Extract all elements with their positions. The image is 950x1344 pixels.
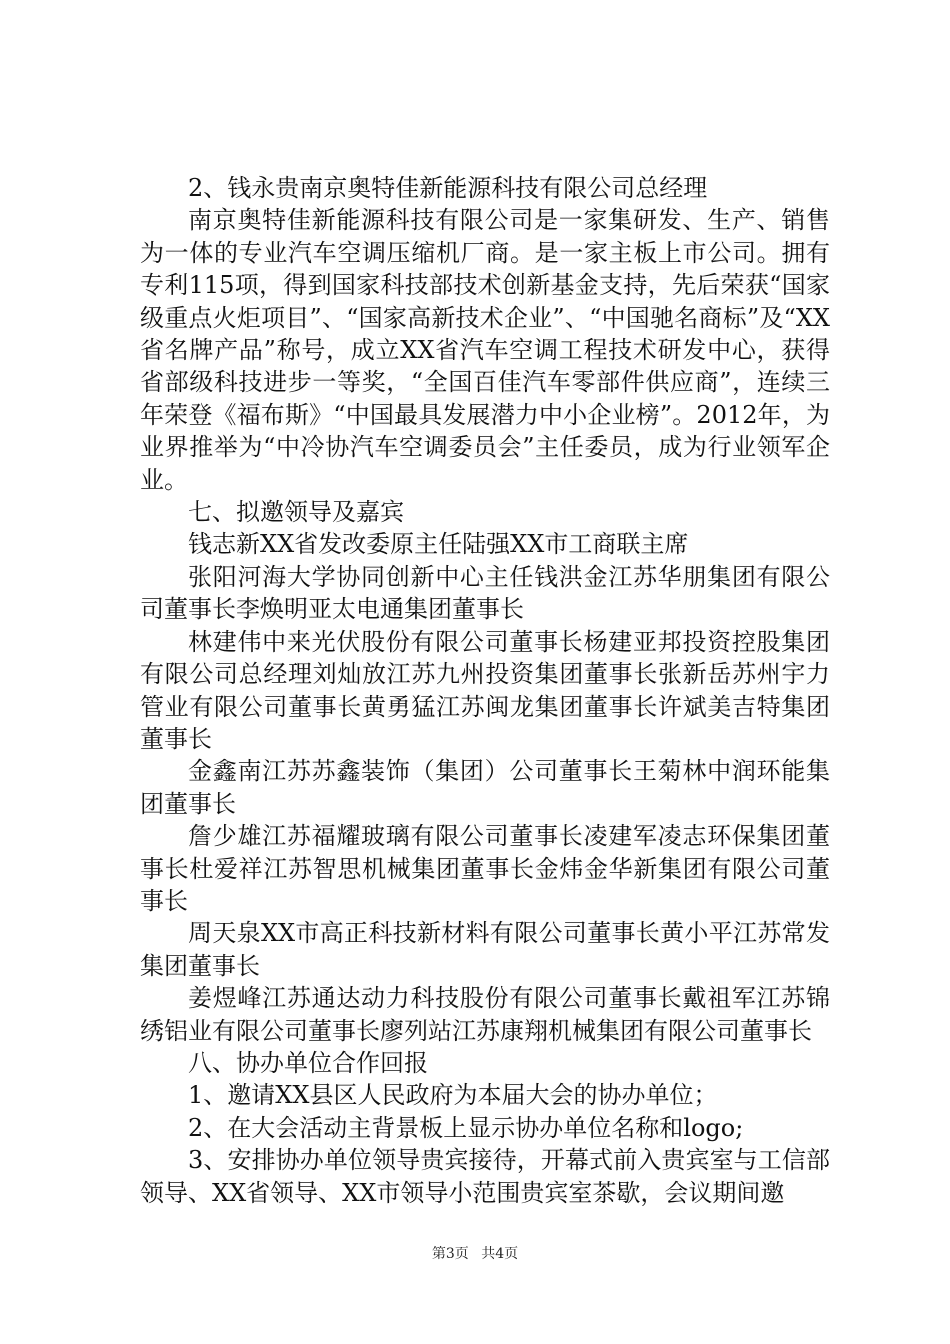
page-number: 第3页 <box>431 1246 469 1262</box>
return-item-1: 1、邀请XX县区人民政府为本届大会的协办单位； <box>188 1081 718 1110</box>
guest-list-paragraph: 姜煜峰江苏通达动力科技股份有限公司董事长戴祖军江苏锦绣铝业有限公司董事长廖列站江苏康翔机械集团有限公司董事长 <box>140 984 830 1045</box>
guest-list-paragraph: 金鑫南江苏苏鑫装饰（集团）公司董事长王菊林中润环能集团董事长 <box>140 757 830 818</box>
section-heading-7: 七、拟邀领导及嘉宾 <box>188 498 404 527</box>
guest-list-paragraph: 林建伟中来光伏股份有限公司董事长杨建亚邦投资控股集团有限公司总经理刘灿放江苏九州投资集团董事长张新岳苏州宇力管业有限公司董事长黄勇猛江苏闽龙集团董事长许斌美吉特集团董事长 <box>140 627 830 753</box>
guest-list-paragraph: 周天泉XX市高正科技新材料有限公司董事长黄小平江苏常发集团董事长 <box>140 919 830 980</box>
page-total: 共4页 <box>481 1246 519 1262</box>
return-item-3: 3、安排协办单位领导贵宾接待，开幕式前入贵宾室与工信部领导、XX省领导、XX市领导小范围贵宾室茶歇，会议期间邀 <box>140 1146 830 1207</box>
paragraph-speaker-2-title: 2、钱永贵南京奥特佳新能源科技有限公司总经理 <box>188 174 708 202</box>
guest-list-paragraph: 钱志新XX省发改委原主任陆强XX市工商联主席 <box>188 530 689 559</box>
page-footer <box>0 1244 950 1264</box>
paragraph-company-intro: 南京奥特佳新能源科技有限公司是一家集研发、生产、销售为一体的专业汽车空调压缩机厂商。是一家主板上市公司。拥有专利115项，得到国家科技部技术创新基金支持，先后荣获“国家级重点火炬项目”、“国家高新技术企业”、“中国驰名商标”及“XX省名牌产品”称号，成立XX省汽车空调工程技术研发中心，获得省部级科技进步一等奖，“全国百佳汽车零部件供应商”，连续三年荣登《福布斯》“中国最具发展潜力中小企业榜”。2012年，为业界推举为“中冷协汽车空调委员会”主任委员，成为行业领军企业。 <box>140 206 830 494</box>
section-heading-8: 八、协办单位合作回报 <box>188 1048 428 1077</box>
document-body <box>140 172 830 1209</box>
guest-list-paragraph: 詹少雄江苏福耀玻璃有限公司董事长凌建军凌志环保集团董事长杜爱祥江苏智思机械集团董事长金炜金华新集团有限公司董事长 <box>140 822 830 915</box>
return-item-2: 2、在大会活动主背景板上显示协办单位名称和logo; <box>188 1113 744 1142</box>
guest-list-paragraph: 张阳河海大学协同创新中心主任钱洪金江苏华朋集团有限公司董事长李焕明亚太电通集团董事长 <box>140 562 830 624</box>
